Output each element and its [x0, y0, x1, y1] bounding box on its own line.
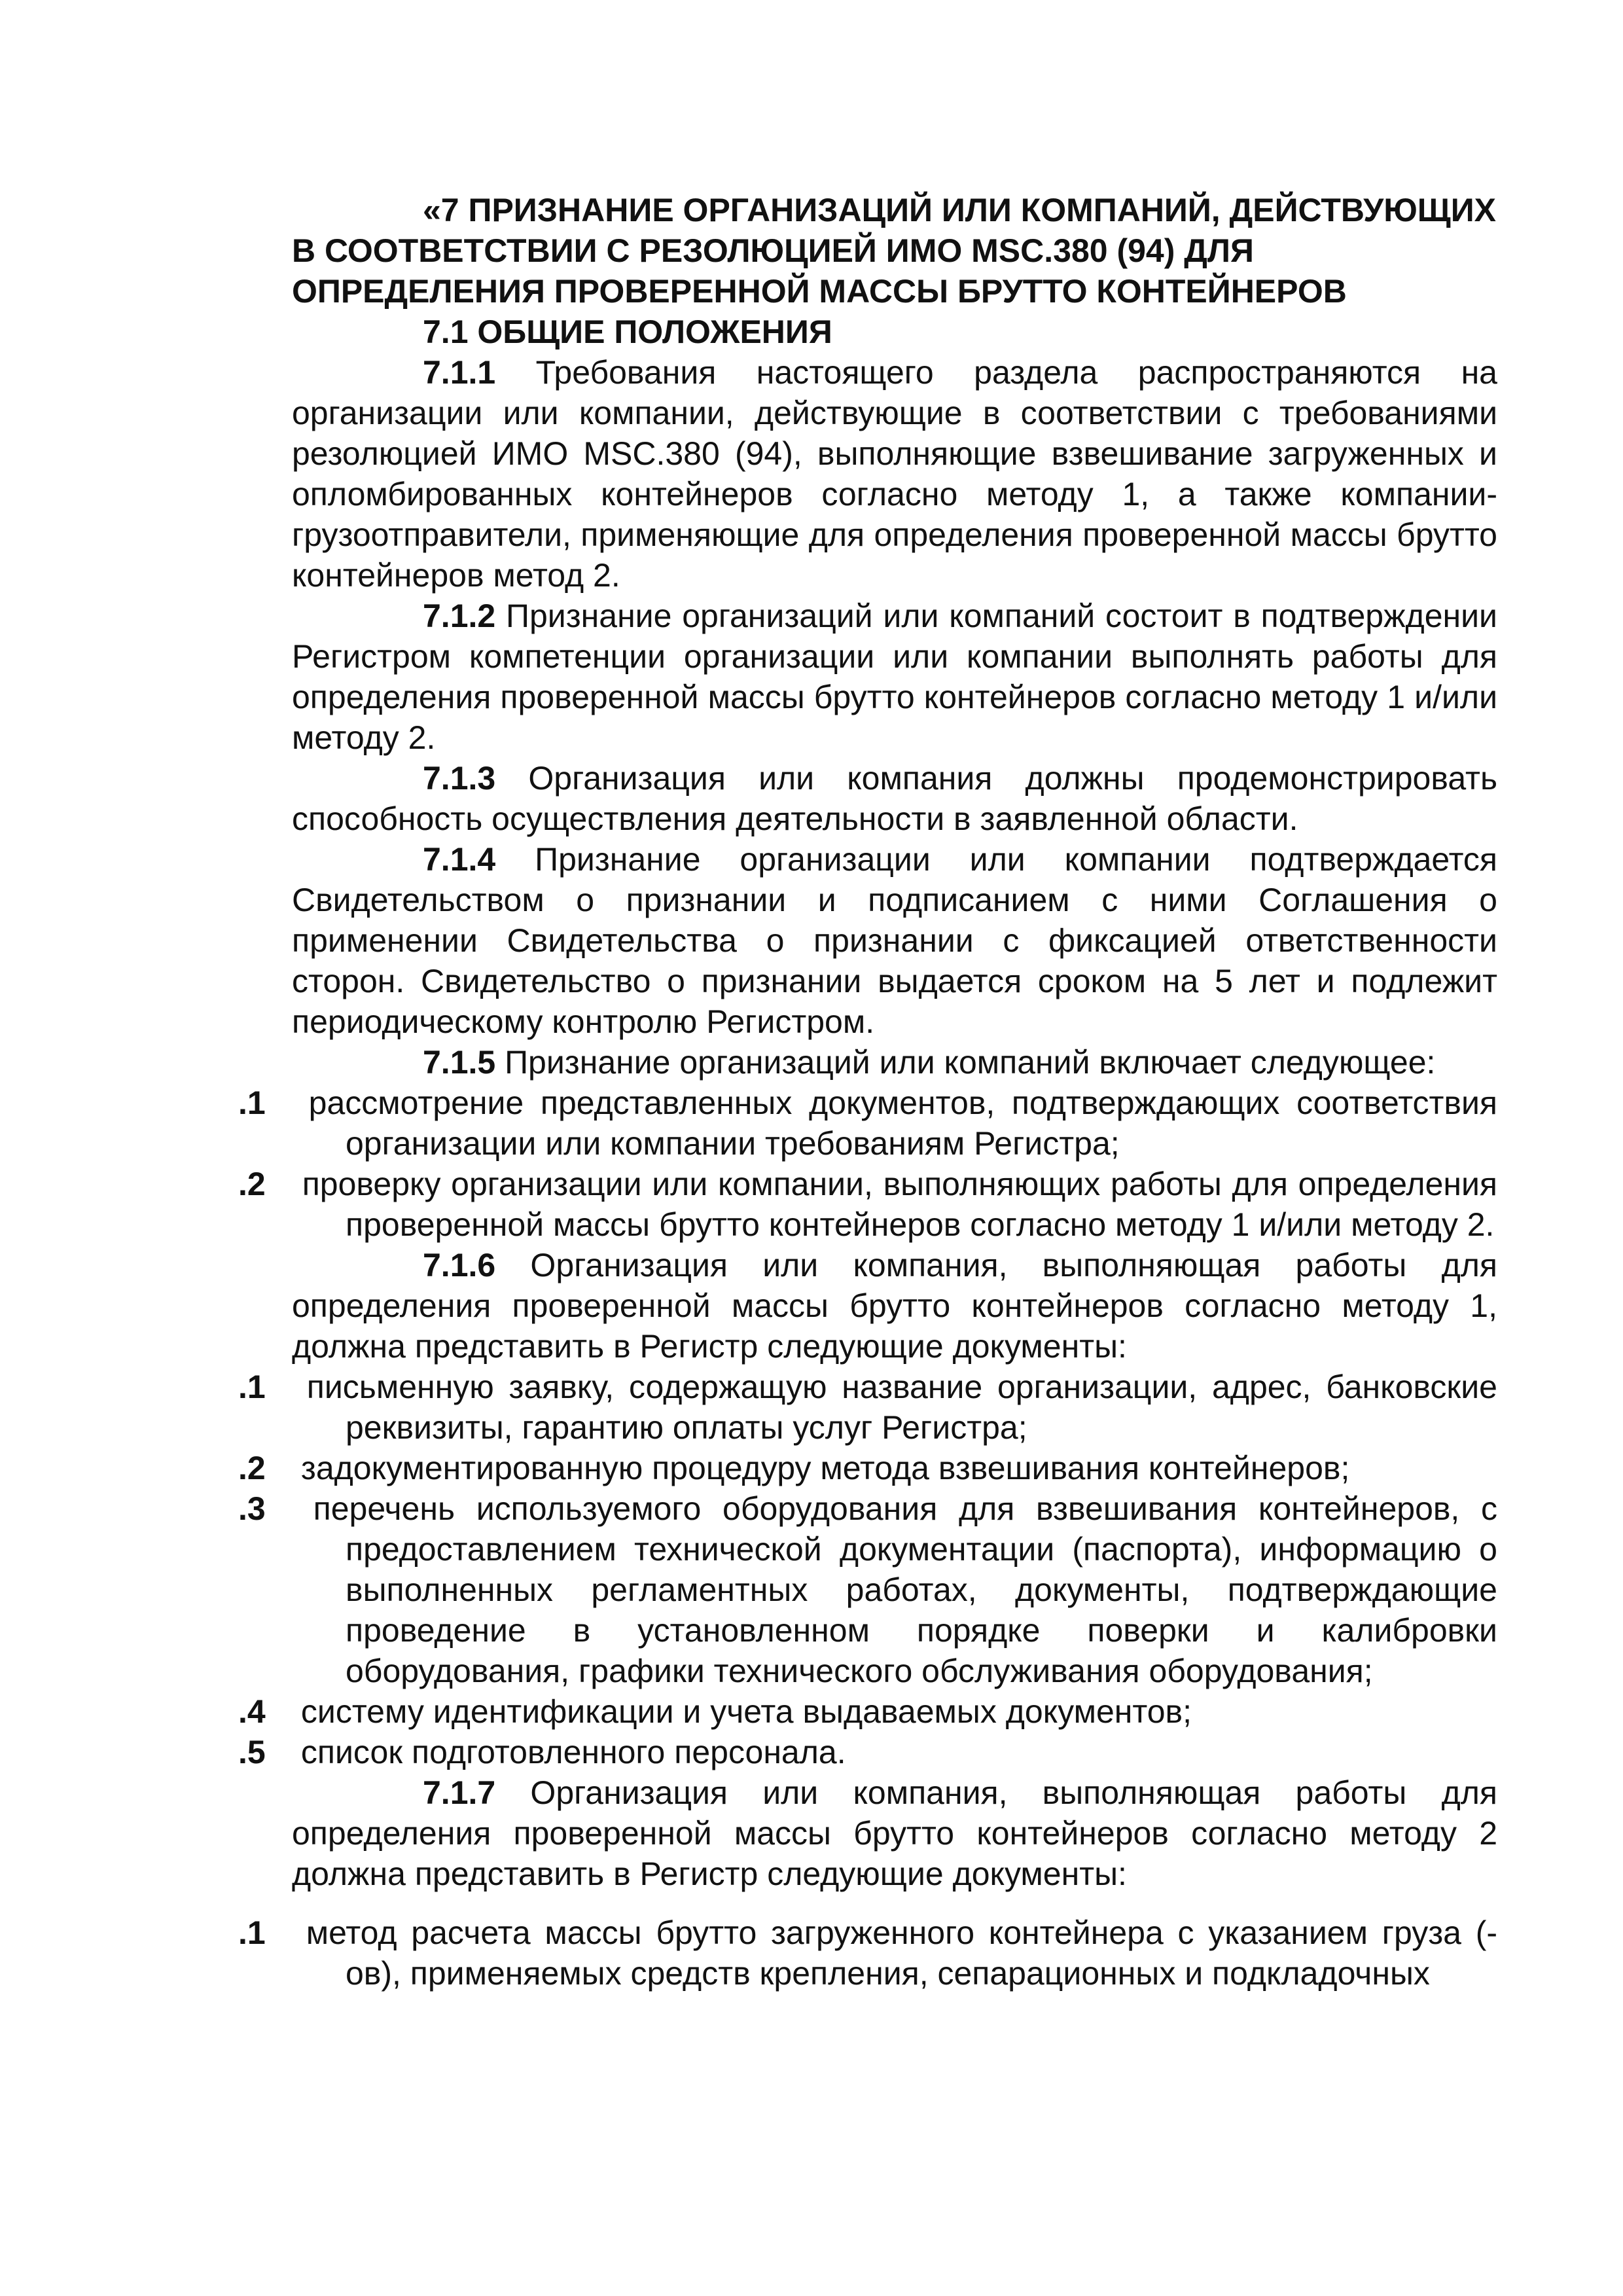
paragraph-number: 7.1.7: [423, 1774, 496, 1811]
paragraph-7-1-6: [292, 1245, 1497, 1367]
paragraph-number: 7.1.3: [423, 760, 496, 797]
document-body: [238, 352, 1497, 1994]
paragraph-7-1-7: [292, 1772, 1497, 1894]
paragraph-7-1-5: [292, 1042, 1497, 1083]
list-item-text: проверку организации или компании, выполняющих работы для определения проверенной массы брутто контейнеров согласно методу 1 и/или методу 2.: [292, 1166, 1497, 1243]
list-item: .1 письменную заявку, содержащую название организации, адрес, банковские реквизиты, гарантию оплаты услуг Регистра;: [238, 1369, 1497, 1446]
list-item-text: задокументированную процедуру метода взвешивания контейнеров;: [292, 1450, 1350, 1486]
list-item: .4 систему идентификации и учета выдаваемых документов;: [238, 1693, 1192, 1730]
list-item-text: систему идентификации и учета выдаваемых документов;: [292, 1693, 1192, 1730]
paragraph-text: Требования настоящего раздела распространяются на организации или компании, действующие в соответствии с требованиями резолюцией ИМО MSC.380 (94), выполняющие взвешивание загруженных и опломбированных контейнеров согласно методу 1, а также компании-грузоотправители, применяющие для определения проверенной массы брутто контейнеров метод 2.: [292, 354, 1497, 594]
paragraph-7-1-1: [292, 352, 1497, 596]
paragraph-7-1-4: [292, 839, 1497, 1042]
paragraph-text: Организация или компания, выполняющая работы для определения проверенной массы брутто контейнеров согласно методу 1, должна представить в Регистр следующие документы:: [292, 1247, 1497, 1365]
paragraph-number: 7.1.4: [423, 841, 496, 878]
list-item: .2 проверку организации или компании, выполняющих работы для определения проверенной массы брутто контейнеров согласно методу 1 и/или методу 2.: [238, 1166, 1497, 1243]
list-item-text: метод расчета массы брутто загруженного контейнера с указанием груза (-ов), применяемых средств крепления, сепарационных и подкладочных: [292, 1914, 1497, 1992]
spacer: [292, 1894, 1497, 1912]
paragraph-text: Организация или компания должны продемонстрировать способность осуществления деятельности в заявленной области.: [292, 760, 1497, 837]
paragraph-number: 7.1.2: [423, 598, 496, 634]
chapter-title: «7 ПРИЗНАНИЕ ОРГАНИЗАЦИЙ ИЛИ КОМПАНИЙ, ДЕЙСТВУЮЩИХ В СООТВЕТСТВИИ С РЕЗОЛЮЦИЕЙ ИМО MSC.380 (94) ДЛЯ ОПРЕДЕЛЕНИЯ ПРОВЕРЕННОЙ МАССЫ БРУТТО КОНТЕЙНЕРОВ: [292, 192, 1497, 310]
paragraph-text: Признание организации или компании подтверждается Свидетельством о признании и подписанием с ними Соглашения о применении Свидетельства о признании с фиксацией ответственности сторон. Свидетельство о признании выдается сроком на 5 лет и подлежит периодическому контролю Регистром.: [292, 841, 1497, 1040]
list-item: .3 перечень используемого оборудования для взвешивания контейнеров, с предоставлением технической документации (паспорта), информацию о выполненных регламентных работах, документы, подтверждающие проведение в установленном порядке поверки и калибровки оборудования, графики технического обслуживания оборудования;: [238, 1490, 1497, 1689]
chapter-heading: [292, 190, 1497, 312]
paragraph-7-1-3: [292, 758, 1497, 839]
list-item: .5 список подготовленного персонала.: [238, 1734, 846, 1770]
section-heading: 7.1 ОБЩИЕ ПОЛОЖЕНИЯ: [423, 314, 832, 350]
list-item-text: рассмотрение представленных документов, подтверждающих соответствия организации или компании требованиям Регистра;: [292, 1085, 1497, 1162]
list-item-text: список подготовленного персонала.: [292, 1734, 846, 1770]
list-item-text: перечень используемого оборудования для взвешивания контейнеров, с предоставлением технической документации (паспорта), информацию о выполненных регламентных работах, документы, подтверждающие проведение в установленном порядке поверки и калибровки оборудования, графики технического обслуживания оборудования;: [292, 1490, 1497, 1689]
paragraph-text: Признание организаций или компаний состоит в подтверждении Регистром компетенции организации или компании выполнять работы для определения проверенной массы брутто контейнеров согласно методу 1 и/или методу 2.: [292, 598, 1497, 756]
paragraph-number: 7.1.6: [423, 1247, 496, 1283]
list-item: .1 рассмотрение представленных документов, подтверждающих соответствия организации или компании требованиям Регистра;: [238, 1085, 1497, 1162]
list-item-text: письменную заявку, содержащую название организации, адрес, банковские реквизиты, гарантию оплаты услуг Регистра;: [292, 1369, 1497, 1446]
paragraph-number: 7.1.1: [423, 354, 496, 391]
paragraph-text: Организация или компания, выполняющая работы для определения проверенной массы брутто контейнеров согласно методу 2 должна представить в Регистр следующие документы:: [292, 1774, 1497, 1892]
list-item: .2 задокументированную процедуру метода взвешивания контейнеров;: [238, 1450, 1350, 1486]
list-item: .1 метод расчета массы брутто загруженного контейнера с указанием груза (-ов), применяемых средств крепления, сепарационных и подкладочных: [238, 1914, 1497, 1992]
paragraph-text: Признание организаций или компаний включает следующее:: [495, 1044, 1436, 1081]
paragraph-number: 7.1.5: [423, 1044, 496, 1081]
paragraph-7-1-2: [292, 596, 1497, 758]
